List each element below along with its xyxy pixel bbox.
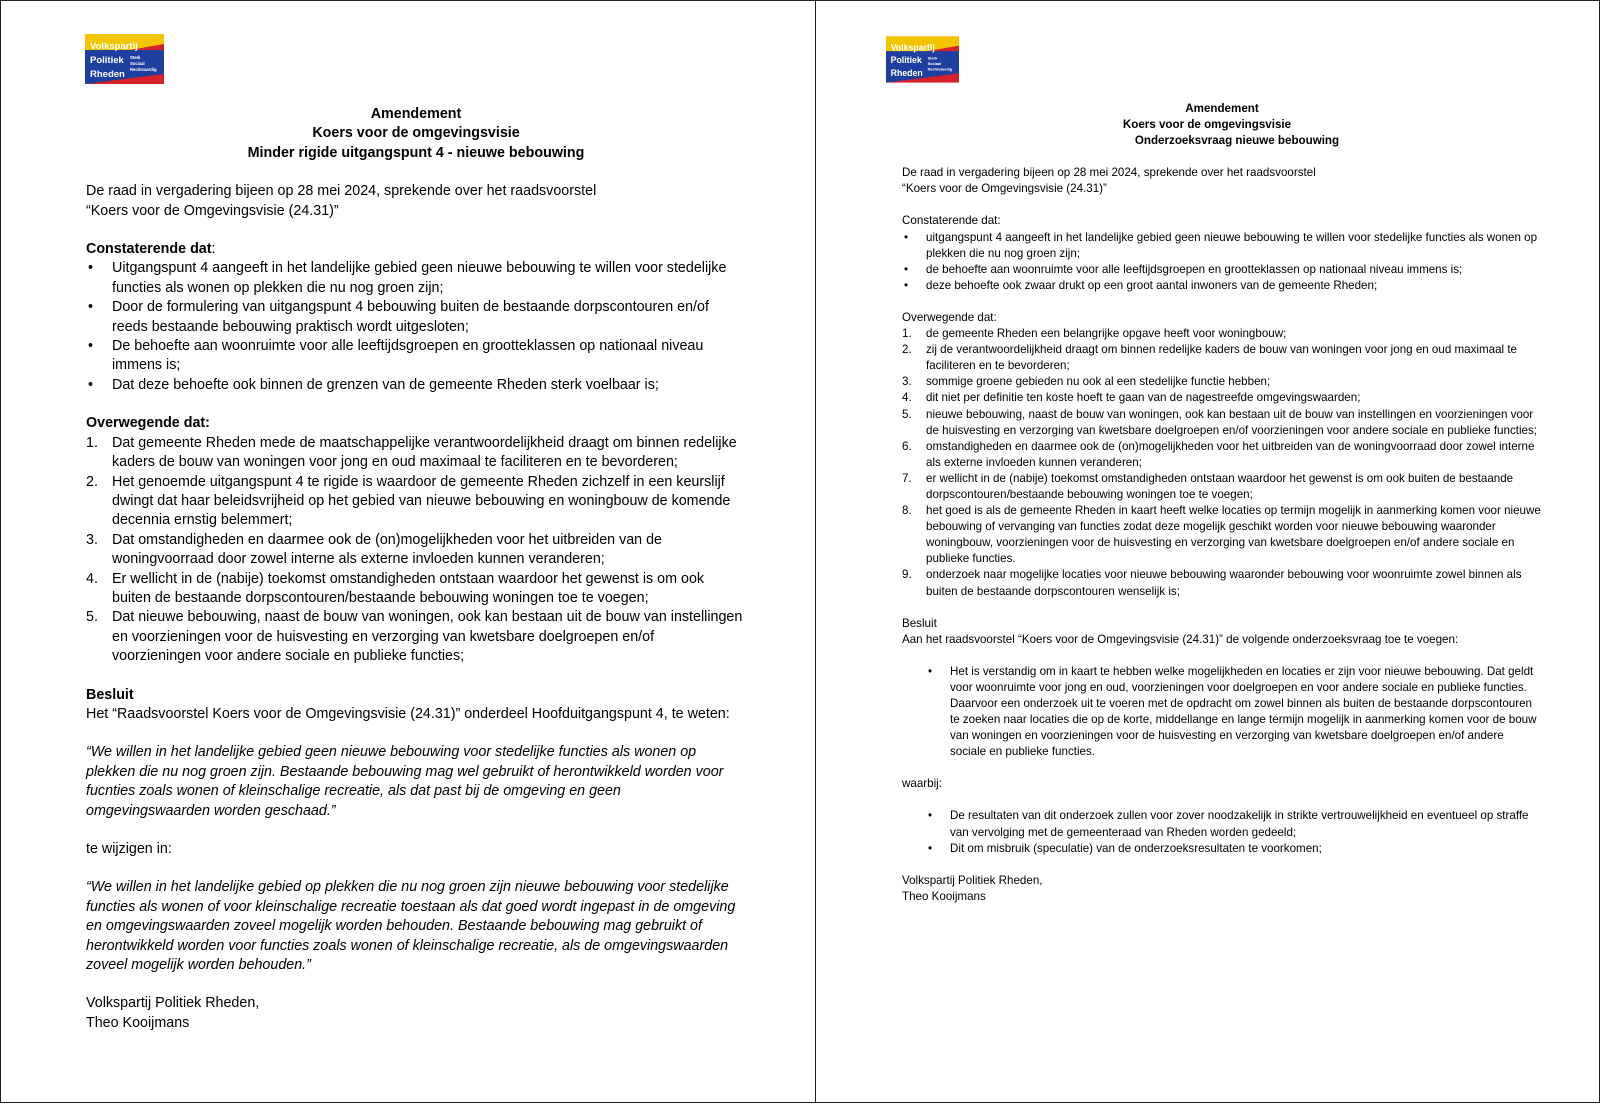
party-logo	[85, 34, 164, 84]
besluit-heading: Besluit	[86, 686, 134, 703]
signature-name: Theo Kooijmans	[902, 889, 986, 903]
list-item-text: sommige groene gebieden nu ook al een stedelijke functie hebben;	[926, 375, 1271, 389]
title-line: Amendement	[370, 106, 462, 122]
overwegend-list	[86, 434, 746, 667]
list-item-text: Het genoemde uitgangspunt 4 te rigide is waardoor de gemeente Rheden zichzelf in een keurslijf dwingt dat haar beleidsvrijheid op het gebied van nieuwe bebouwing en woningbouw de komende decennia ernstig belemmert;	[112, 473, 731, 529]
list-item: 1. Dat gemeente Rheden mede de maatschappelijke verantwoordelijkheid draagt om binnen redelijke kaders de bouw van woningen voor jong en oud maximaal te faciliteren en te bevorderen;	[86, 434, 737, 471]
list-item: • De resultaten van dit onderzoek zullen voor zover noodzakelijk in strikte vertrouwelijkheid en eventueel op straffe van vervolging met de gemeenteraad van Rheden worden gedeeld;	[928, 809, 1529, 839]
signature-name: Theo Kooijmans	[86, 1014, 190, 1031]
title-line: Onderzoeksvraag nieuwe bebouwing	[1134, 134, 1340, 148]
wijzigen-label: te wijzigen in:	[86, 841, 172, 857]
list-item: • Door de formulering van uitgangspunt 4 bebouwing buiten de bestaande dorpscontouren en/of reeds bestaande bebouwing praktisch wordt uitgesloten;	[88, 299, 709, 335]
list-item-text: uitgangspunt 4 aangeeft in het landelijke gebied geen nieuwe bebouwing te willen voor stedelijke functies als wonen op plekken die nu nog groen zijn;	[926, 230, 1538, 260]
list-item-text: Er wellicht in de (nabije) toekomst omstandigheden ontstaan waardoor het gewenst is om ook buiten de bestaande dorpscontouren/bestaande bebouwing woningen toe te voegen;	[112, 570, 705, 606]
title-line: Amendement	[1185, 102, 1259, 115]
logo-line3: Rheden	[890, 68, 923, 79]
page-right	[815, 0, 1600, 1103]
list-item: • Dit om misbruik (speculatie) van de onderzoeksresultaten te voorkomen;	[928, 841, 1322, 855]
list-item-text: Dit om misbruik (speculatie) van de onderzoeksresultaten te voorkomen;	[950, 841, 1322, 855]
constaterend-heading: Constaterende dat	[86, 241, 212, 258]
list-item: 2. Het genoemde uitgangspunt 4 te rigide is waardoor de gemeente Rheden zichzelf in een keurslijf dwingt dat haar beleidsvrijheid op het gebied van nieuwe bebouwing en woningbouw de komende decennia ernstig belemmert;	[86, 473, 731, 529]
constaterend-list	[902, 230, 1542, 294]
intro-line: De raad in vergadering bijeen op 28 mei 2024, sprekende over het raadsvoorstel	[902, 166, 1316, 180]
list-item: • deze behoefte ook zwaar drukt op een groot aantal inwoners van de gemeente Rheden;	[904, 278, 1378, 292]
list-item: 8. het goed is als de gemeente Rheden in kaart heeft welke locaties op termijn mogelijk in aanmerking komen voor nieuwe bebouwing of vervanging van functies zodat deze mogelijk geschikt worden voor nieuwe bebouwing waaronder woningbouw, voorzieningen voor de huisvesting en verzorging van kwetsbare doelgroepen en/of andere sociale en publieke functies.	[902, 504, 1541, 566]
besluit-text: Aan het raadsvoorstel “Koers voor de Omgevingsvisie (24.31)” de volgende onderzoeksvraag toe te voegen:	[902, 632, 1459, 646]
list-item: 9. onderzoek naar mogelijke locaties voor nieuwe bebouwing waaronder bebouwing voor woonruimte zowel binnen als buiten de bestaande dorpscontouren wenselijk is;	[902, 568, 1522, 598]
constaterend-heading: Constaterende dat:	[902, 214, 1001, 228]
logo-tag2: Sociaal	[130, 61, 145, 66]
list-item: 5. nieuwe bebouwing, naast de bouw van woningen, ook kan bestaan uit de bouw van instellingen en voorzieningen voor de huisvesting en verzorging van kwetsbare doelgroepen en/of voorzieningen voor andere sociale en publieke functies;	[902, 407, 1537, 437]
document-title	[902, 101, 1542, 149]
list-item-text: omstandigheden en daarmee ook de (on)mogelijkheden voor het uitbreiden van de woningvoorraad door zowel interne als externe invloeden kunnen veranderen;	[926, 439, 1535, 469]
list-item: 1. de gemeente Rheden een belangrijke opgave heeft voor woningbouw;	[902, 327, 1287, 341]
document-title	[86, 105, 746, 163]
intro-line: De raad in vergadering bijeen op 28 mei 2024, sprekende over het raadsvoorstel	[86, 183, 597, 200]
waarbij-list	[902, 808, 1542, 856]
list-item: • Uitgangspunt 4 aangeeft in het landelijke gebied geen nieuwe bebouwing te willen voor stedelijke functies als wonen op plekken die nu nog groen zijn;	[88, 260, 727, 296]
list-item-text: de gemeente Rheden een belangrijke opgave heeft voor woningbouw;	[926, 327, 1287, 341]
logo-tag3: Rechtvaardig	[130, 67, 157, 72]
logo-line2: Politiek	[890, 55, 922, 66]
party-logo	[886, 36, 959, 83]
document-body-left	[86, 105, 746, 1033]
list-item: • Dat deze behoefte ook binnen de grenzen van de gemeente Rheden sterk voelbaar is;	[88, 376, 659, 393]
quote-amended: “We willen in het landelijke gebied op plekken die nu nog groen zijn nieuwe bebouwing voor stedelijke functies als wonen of voor kleinschalige recreatie toestaan als dat goed wordt ingepast in de omgeving en omgevingswaarden zoveel mogelijk worden behouden. Bestaande bebouwing mag gebruikt of herontwikkeld worden voor functies zoals wonen of kleinschalige recreatie, als de omgevingswaarden zoveel mogelijk worden behouden.”	[86, 879, 736, 974]
logo-tag2: Sociaal	[927, 61, 942, 67]
title-line: Koers voor de omgevingsvisie	[1122, 118, 1292, 132]
list-item: • Het is verstandig om in kaart te hebben welke mogelijkheden en locaties er zijn voor nieuwe bebouwing. Dat geldt voor woonruimte voor jong en oud, voorzieningen voor doelgroepen en voor andere sociale en publieke functies. Daarvoor een onderzoek uit te voeren met de opdracht om zowel binnen als buiten de bestaande dorpscontouren te zoeken naar locaties die op de korte, middellange en lange termijn mogelijk in aanmerking komen voor de bouw van woningen en voorzieningen voor de huisvesting en verzorging van kwetsbare doelgroepen en/of andere sociale en publieke functies.	[928, 664, 1537, 759]
logo-tag1: Sterk	[927, 55, 938, 61]
list-item-text: Dat nieuwe bebouwing, naast de bouw van woningen, ook kan bestaan uit de bouw van instellingen en voorzieningen voor de huisvesting en verzorging van kwetsbare doelgroepen en/of voorzieningen voor andere sociale en publieke functies;	[112, 609, 743, 665]
quote-original: “We willen in het landelijke gebied geen nieuwe bebouwing voor stedelijke functies als wonen op plekken die nu nog groen zijn. Bestaande bebouwing mag wel gebruikt of herontwikkeld worden voor fucnties zoals wonen of kleinschalige recreatie, als dat past bij de omgeving en geen omgevingswaarden worden geschaad.”	[86, 744, 724, 819]
list-item: 6. omstandigheden en daarmee ook de (on)mogelijkheden voor het uitbreiden van de woningvoorraad door zowel interne als externe invloeden kunnen veranderen;	[902, 439, 1535, 469]
logo-line2: Politiek	[90, 55, 124, 66]
signature-party: Volkspartij Politiek Rheden,	[902, 873, 1043, 887]
title-line: Minder rigide uitgangspunt 4 - nieuwe bebouwing	[247, 144, 585, 161]
constaterend-colon: :	[211, 241, 216, 258]
list-item-text: De behoefte aan woonruimte voor alle leeftijdsgroepen en grootteklassen op nationaal niveau immens is;	[112, 338, 704, 374]
logo-line1: Volkspartij	[890, 42, 935, 53]
list-item-text: nieuwe bebouwing, naast de bouw van woningen, ook kan bestaan uit de bouw van instellingen en voorzieningen voor de huisvesting en verzorging van kwetsbare doelgroepen en/of voorzieningen voor andere sociale en publieke functies;	[926, 407, 1537, 437]
list-item: 3. Dat omstandigheden en daarmee ook de (on)mogelijkheden voor het uitbreiden van de woningvoorraad door zowel interne als externe invloeden kunnen veranderen;	[86, 531, 662, 568]
logo-line3: Rheden	[90, 69, 125, 80]
list-item: 3. sommige groene gebieden nu ook al een stedelijke functie hebben;	[902, 375, 1271, 389]
list-item-text: deze behoefte ook zwaar drukt op een groot aantal inwoners van de gemeente Rheden;	[926, 278, 1378, 292]
list-item-text: de behoefte aan woonruimte voor alle leeftijdsgroepen en grootteklassen op nationaal niveau immens is;	[926, 262, 1463, 276]
list-item-text: Door de formulering van uitgangspunt 4 bebouwing buiten de bestaande dorpscontouren en/of reeds bestaande bebouwing praktisch wordt uitgesloten;	[112, 299, 709, 335]
intro-line: “Koers voor de Omgevingsvisie (24.31)”	[86, 202, 339, 219]
list-item: • De behoefte aan woonruimte voor alle leeftijdsgroepen en grootteklassen op nationaal niveau immens is;	[88, 338, 704, 374]
logo-tag1: Sterk	[130, 55, 141, 60]
signature-party: Volkspartij Politiek Rheden,	[86, 995, 260, 1012]
besluit-heading: Besluit	[902, 616, 937, 630]
list-item: 5. Dat nieuwe bebouwing, naast de bouw van woningen, ook kan bestaan uit de bouw van instellingen en voorzieningen voor de huisvesting en verzorging van kwetsbare doelgroepen en/of voorzieningen voor andere sociale en publieke functies;	[86, 609, 743, 665]
list-item: 4. dit niet per definitie ten koste hoeft te gaan van de nagestreefde omgevingswaarden;	[902, 391, 1361, 405]
overwegend-list	[902, 326, 1542, 600]
list-item-text: De resultaten van dit onderzoek zullen voor zover noodzakelijk in strikte vertrouwelijkheid en eventueel op straffe van vervolging met de gemeenteraad van Rheden worden gedeeld;	[950, 809, 1529, 839]
list-item-text: er wellicht in de (nabije) toekomst omstandigheden ontstaan waardoor het gewenst is om ook buiten de bestaande dorpscontouren/bestaande bebouwing woningen toe te voegen;	[926, 471, 1514, 501]
list-item-text: Dat deze behoefte ook binnen de grenzen van de gemeente Rheden sterk voelbaar is;	[112, 376, 659, 393]
overwegend-heading: Overwegende dat:	[902, 310, 997, 324]
besluit-list	[902, 664, 1542, 761]
document-body-right	[902, 101, 1542, 905]
list-item: 4. Er wellicht in de (nabije) toekomst omstandigheden ontstaan waardoor het gewenst is om ook buiten de bestaande dorpscontouren/bestaande bebouwing woningen toe te voegen;	[86, 570, 705, 606]
list-item-text: Uitgangspunt 4 aangeeft in het landelijke gebied geen nieuwe bebouwing te willen voor stedelijke functies als wonen op plekken die nu nog groen zijn;	[112, 260, 727, 296]
list-item-text: Dat gemeente Rheden mede de maatschappelijke verantwoordelijkheid draagt om binnen redelijke kaders de bouw van woningen voor jong en oud maximaal te faciliteren en te bevorderen;	[112, 434, 737, 471]
list-item-text: onderzoek naar mogelijke locaties voor nieuwe bebouwing waaronder bebouwing voor woonruimte zowel binnen als buiten de bestaande dorpscontouren wenselijk is;	[926, 568, 1522, 598]
waarbij-label: waarbij:	[902, 777, 942, 791]
list-item-text: Het is verstandig om in kaart te hebben welke mogelijkheden en locaties er zijn voor nieuwe bebouwing. Dat geldt voor woonruimte voor jong en oud, voorzieningen voor doelgroepen en voor andere sociale en publieke functies. Daarvoor een onderzoek uit te voeren met de opdracht om zowel binnen als buiten de bestaande dorpscontouren te zoeken naar locaties die op de korte, middellange en lange termijn mogelijk in aanmerking komen voor de bouw van woningen en voorzieningen voor de huisvesting en verzorging van kwetsbare doelgroepen en/of andere sociale en publieke functies.	[950, 664, 1537, 759]
list-item: 2. zij de verantwoordelijkheid draagt om binnen redelijke kaders de bouw van woningen voor jong en oud maximaal te faciliteren en te bevorderen;	[902, 343, 1517, 373]
overwegend-heading: Overwegende dat:	[86, 415, 210, 432]
list-item: • de behoefte aan woonruimte voor alle leeftijdsgroepen en grootteklassen op nationaal niveau immens is;	[904, 262, 1463, 276]
logo-tag3: Rechtvaardig	[927, 66, 953, 72]
list-item: • uitgangspunt 4 aangeeft in het landelijke gebied geen nieuwe bebouwing te willen voor stedelijke functies als wonen op plekken die nu nog groen zijn;	[904, 230, 1538, 260]
list-item-text: dit niet per definitie ten koste hoeft te gaan van de nagestreefde omgevingswaarden;	[926, 391, 1361, 405]
list-item-text: Dat omstandigheden en daarmee ook de (on)mogelijkheden voor het uitbreiden van de woningvoorraad door zowel interne als externe invloeden kunnen veranderen;	[112, 531, 662, 568]
logo-line1: Volkspartij	[90, 41, 138, 52]
intro-line: “Koers voor de Omgevingsvisie (24.31)”	[902, 182, 1107, 196]
constaterend-list	[86, 259, 746, 395]
list-item: 7. er wellicht in de (nabije) toekomst omstandigheden ontstaan waardoor het gewenst is om ook buiten de bestaande dorpscontouren/bestaande bebouwing woningen toe te voegen;	[902, 471, 1514, 501]
besluit-text: Het “Raadsvoorstel Koers voor de Omgevingsvisie (24.31)” onderdeel Hoofduitgangspunt 4, te weten:	[86, 705, 730, 722]
list-item-text: zij de verantwoordelijkheid draagt om binnen redelijke kaders de bouw van woningen voor jong en oud maximaal te faciliteren en te bevorderen;	[926, 343, 1517, 373]
list-item-text: het goed is als de gemeente Rheden in kaart heeft welke locaties op termijn mogelijk in aanmerking komen voor nieuwe bebouwing of vervanging van functies zodat deze mogelijk geschikt worden voor nieuwe bebouwing waaronder woningbouw, voorzieningen voor de huisvesting en verzorging van kwetsbare doelgroepen en/of andere sociale en publieke functies.	[926, 504, 1541, 566]
title-line: Koers voor de omgevingsvisie	[312, 125, 520, 142]
